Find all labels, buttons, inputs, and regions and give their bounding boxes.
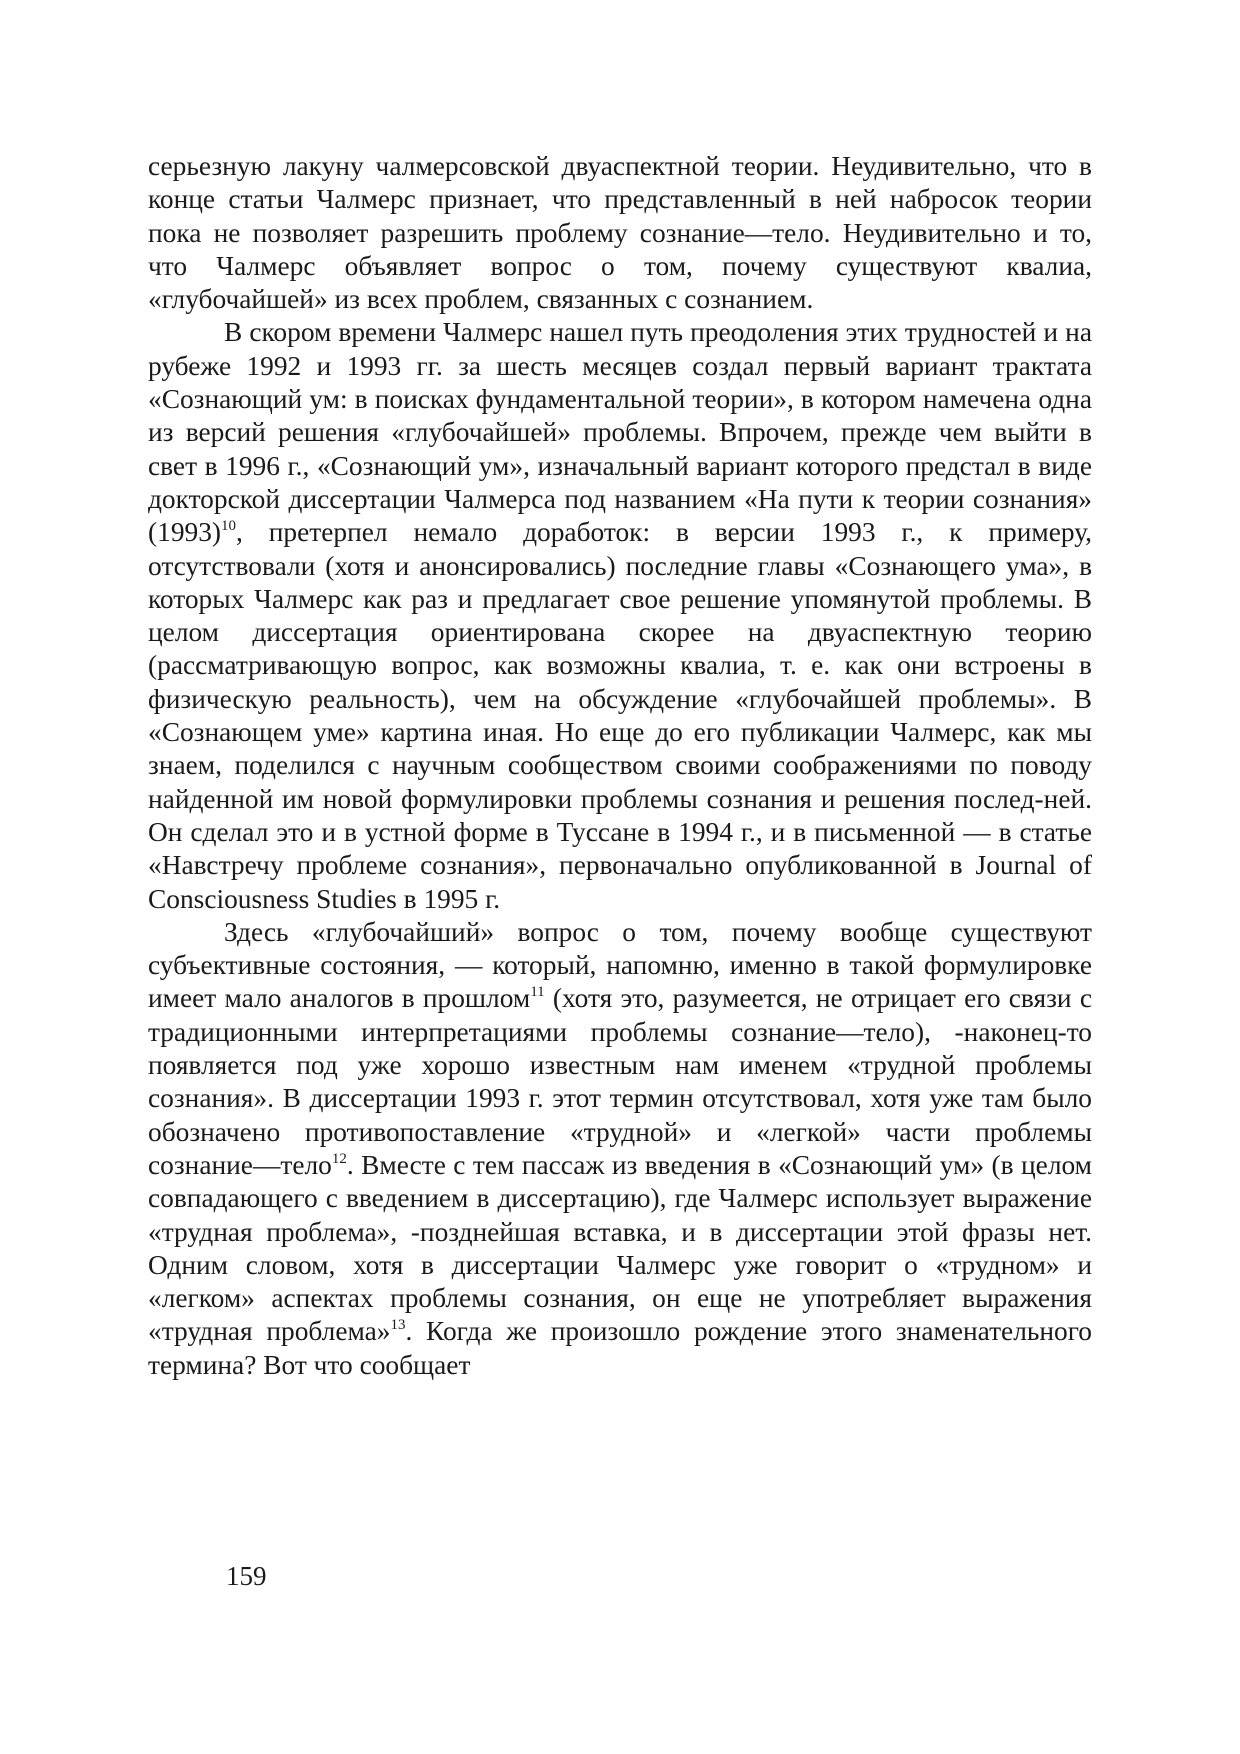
- paragraph-3-text-a: Здесь «глубочайший» вопрос о том, почему вообще существуют субъективные состояния, — который, напомню, именно в такой формулировке имеет мало аналогов в прошлом: [148, 916, 1092, 1014]
- paragraph-3: [148, 916, 1092, 1382]
- paragraph-3-text-c: . Вместе с тем пассаж из введения в «Сознающий ум» (в целом совпадающего с введением в диссертацию), где Чалмерс использует выражение «трудная проблема», -позднейшая вставка, и в диссертации этой фразы нет. Одним словом, хотя в диссертации Чалмерс уже говорит о «трудном» и «легком» аспектах проблемы сознания, он еще не употребляет выражения «трудная проблема»: [148, 1149, 1092, 1347]
- page-body: [148, 150, 1092, 1382]
- paragraph-2-text-b: , претерпел немало доработок: в версии 1993 г., к примеру, отсутствовали (хотя и анонсировались) последние главы «Сознающего ума», в которых Чалмерс как раз и предлагает свое решение упомянутой проблемы. В целом диссертация ориентирована скорее на двуаспектную теорию (рассматривающую вопрос, как возможны квалиа, т. е. как они встроены в физическую реальность), чем на обсуждение «глубочайшей проблемы». В «Сознающем уме» картина иная. Но еще до его публикации Чалмерс, как мы знаем, поделился с научным сообществом своими соображениями по поводу найденной им новой формулировки проблемы сознания и решения послед-ней. Он сделал это и в устной форме в Туссане в 1994 г., и в письменной — в статье «Навстречу проблеме сознания», первоначально опубликованной в Journal of Consciousness Studies в 1995 г.: [148, 517, 1092, 914]
- paragraph-1: [148, 150, 1092, 316]
- footnote-ref-10[interactable]: 10: [221, 518, 237, 535]
- paragraph-3-text-d: . Когда же произошло рождение этого знаменательного термина? Вот что сообщает: [148, 1316, 1092, 1380]
- footnote-ref-11[interactable]: 11: [530, 984, 545, 1001]
- paragraph-3-text-b: (хотя это, разумеется, не отрицает его связи с традиционными интерпретациями проблемы сознание—тело), -наконец-то появляется под уже хорошо известным нам именем «трудной проблемы сознания». В диссертации 1993 г. этот термин отсутствовал, хотя уже там было обозначено противопоставление «трудной» и «легкой» части проблемы сознание—тело: [148, 983, 1092, 1180]
- paragraph-2-text-a: В скором времени Чалмерс нашел путь преодоления этих трудностей и на рубеже 1992 и 1993 гг. за шесть месяцев создал первый вариант трактата «Сознающий ум: в поисках фундаментальной теории», в котором намечена одна из версий решения «глубочайшей» проблемы. Впрочем, прежде чем выйти в свет в 1996 г., «Сознающий ум», изначальный вариант которого предстал в виде докторской диссертации Чалмерса под названием «На пути к теории сознания» (1993): [148, 317, 1092, 548]
- paragraph-2: [148, 316, 1092, 915]
- page-number: 159: [226, 1561, 267, 1591]
- footnote-ref-12[interactable]: 12: [331, 1150, 347, 1167]
- paragraph-1-text: серьезную лакуну чалмерсовской двуаспектной теории. Неудивительно, что в конце статьи Чалмерс признает, что представленный в ней набросок теории пока не позволяет разрешить проблему сознание—тело. Неудивительно и то, что Чалмерс объявляет вопрос о том, почему существуют квалиа, «глубочайшей» из всех проблем, связанных с сознанием.: [148, 151, 1092, 315]
- footnote-ref-13[interactable]: 13: [390, 1317, 406, 1334]
